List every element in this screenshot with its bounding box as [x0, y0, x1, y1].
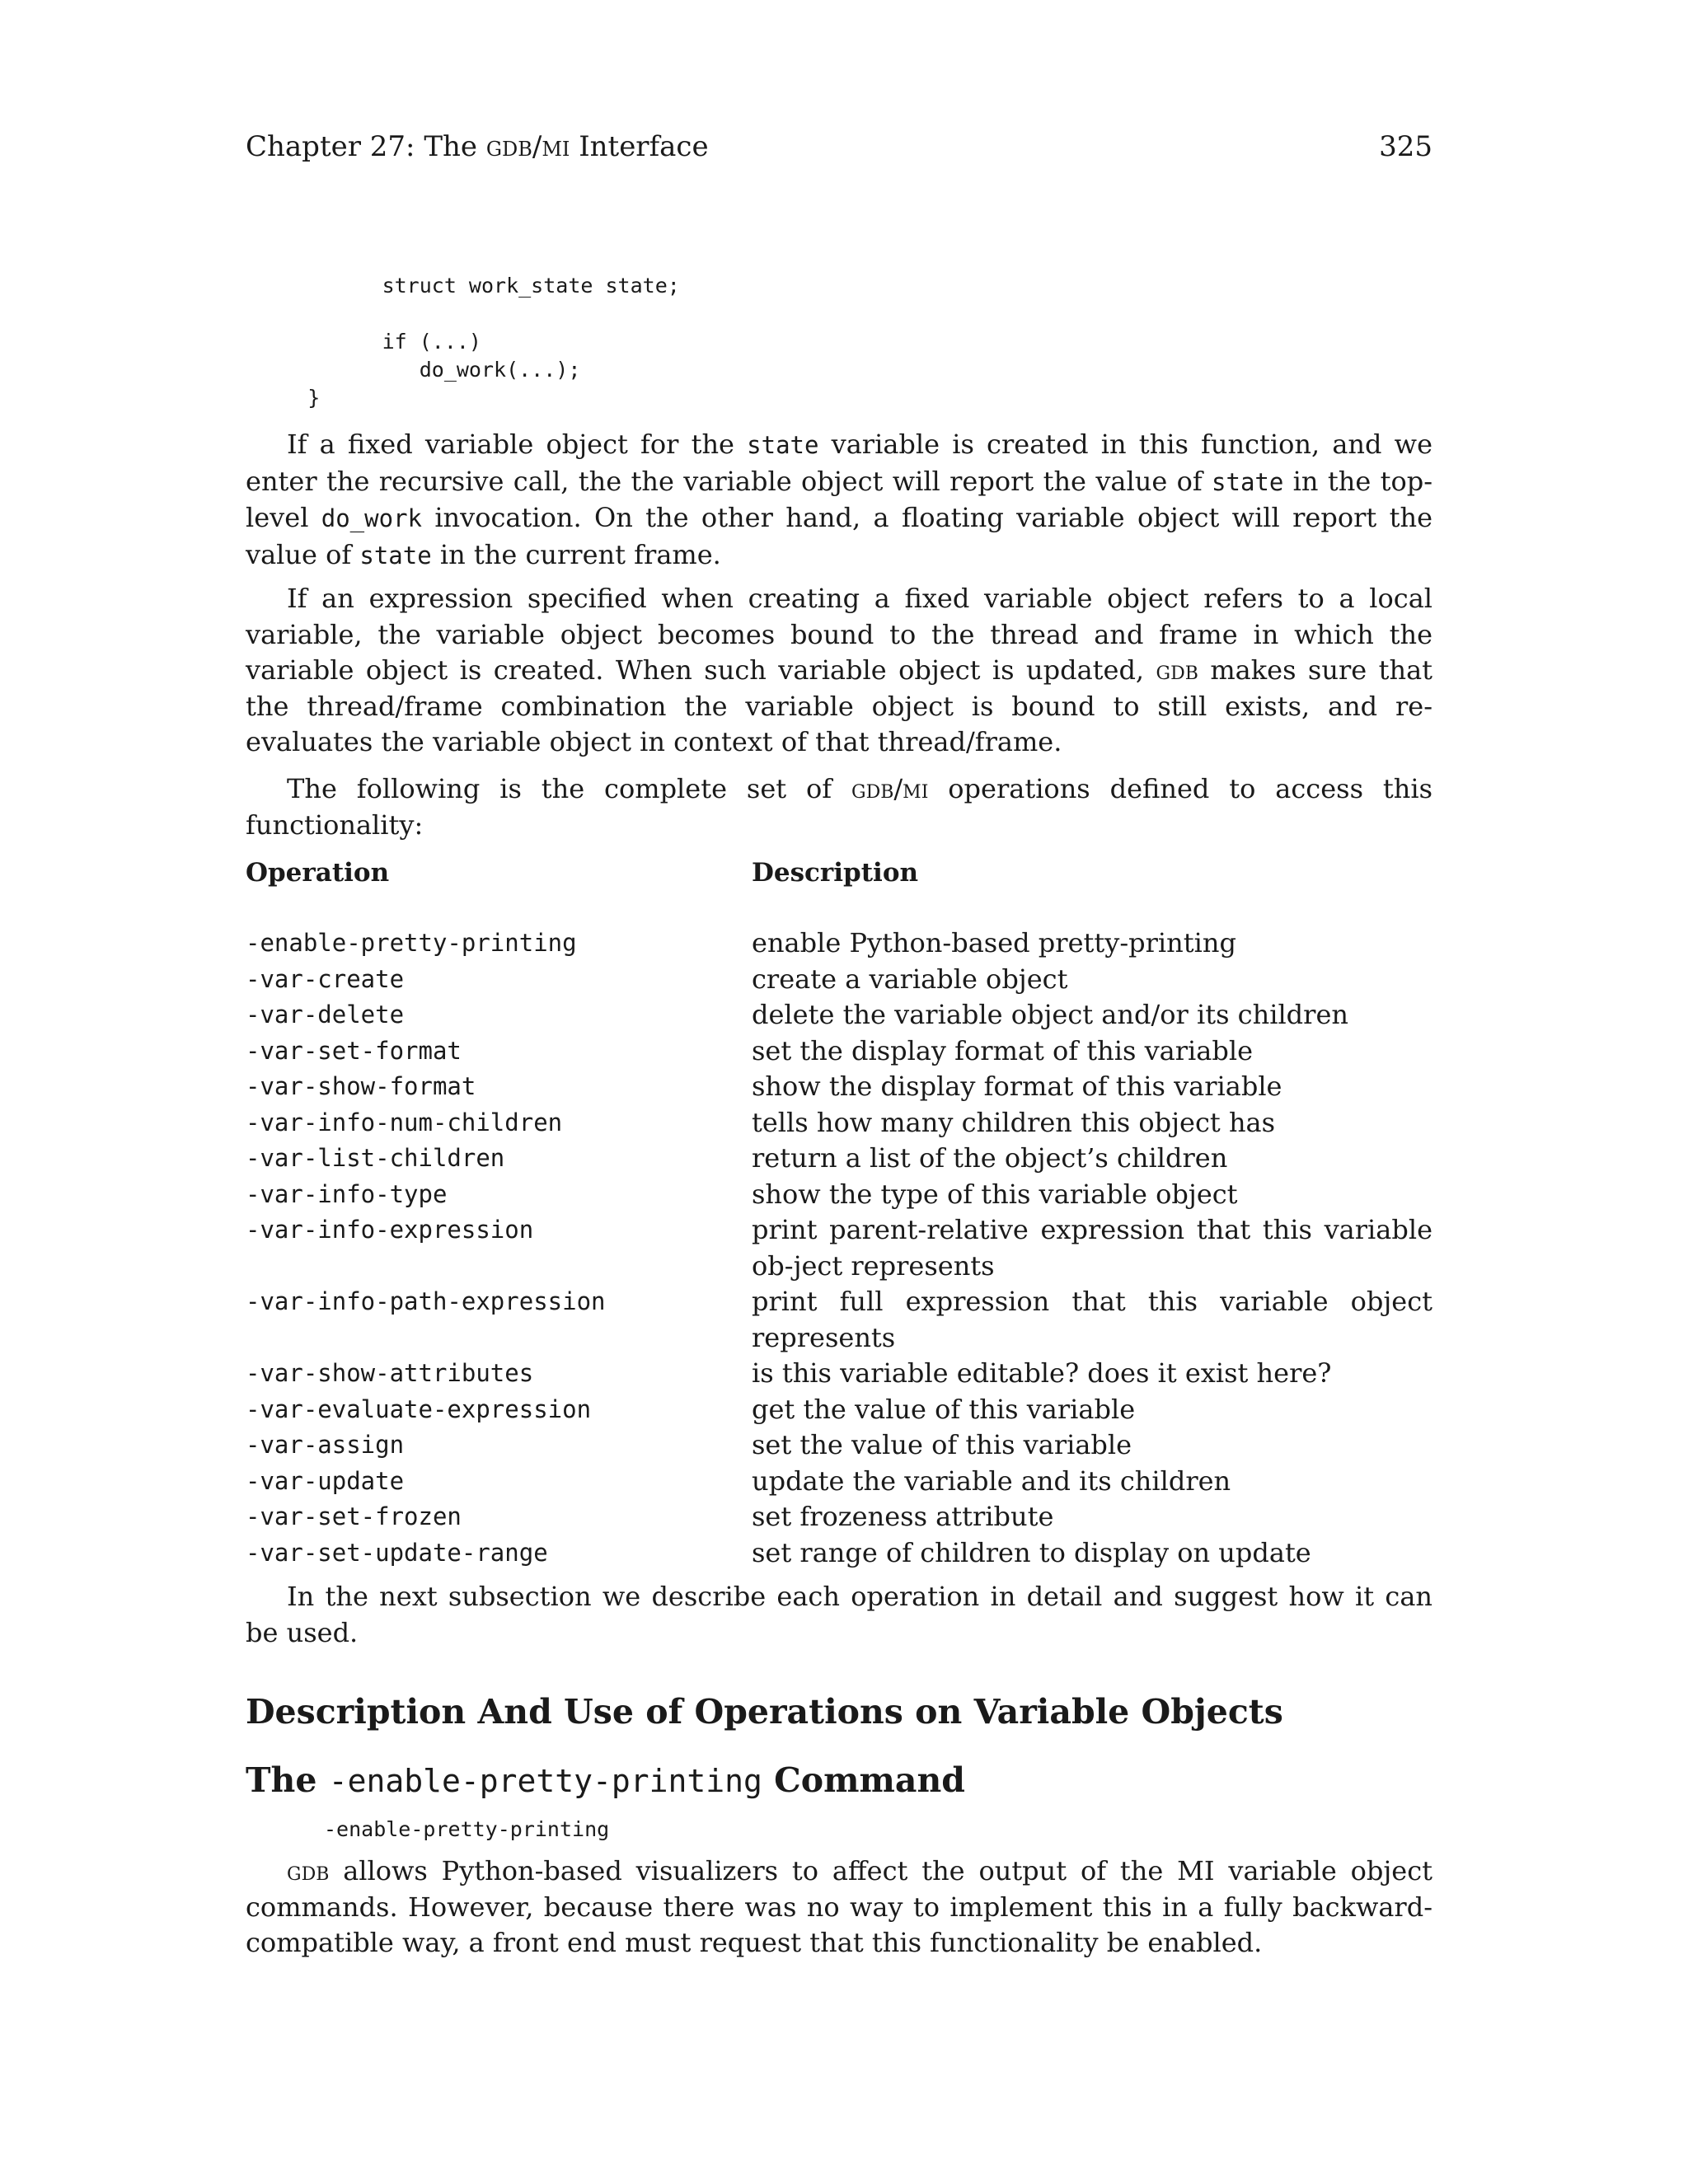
operation-name: -var-evaluate-expression	[246, 1394, 592, 1423]
inline-code: state	[359, 541, 432, 569]
running-header	[246, 130, 1432, 163]
code-example	[246, 272, 680, 412]
table-row	[246, 1177, 1432, 1213]
section-heading: Description And Use of Operations on Variable Objects	[246, 1692, 1283, 1732]
subsection-heading: The -enable-pretty-printing Command	[246, 1760, 965, 1800]
operation-description: show the display format of this variable	[752, 1071, 1282, 1102]
operations-table	[246, 926, 1432, 1571]
table-row	[246, 1535, 1432, 1572]
operation-name: -var-set-frozen	[246, 1502, 462, 1530]
paragraph-operations-intro: The following is the complete set of gdb/mi operations defined to access this functionality:	[246, 773, 1433, 841]
inline-code: state	[1212, 467, 1284, 496]
operation-name: -var-info-type	[246, 1179, 448, 1208]
operation-name: -var-show-format	[246, 1072, 476, 1100]
operation-description: set range of children to display on update	[752, 1536, 1311, 1568]
gdb-smallcaps: gdb	[287, 1855, 330, 1886]
operation-description: tells how many children this object has	[752, 1106, 1276, 1138]
operation-description: set the display format of this variable	[752, 1034, 1254, 1066]
operation-name: -var-update	[246, 1466, 405, 1495]
code-line: struct work_state state;	[246, 274, 680, 298]
command-synopsis: -enable-pretty-printing	[324, 1817, 610, 1841]
table-row	[246, 962, 1432, 998]
operation-description: set frozeness attribute	[752, 1501, 1054, 1532]
operation-description: is this variable editable? does it exist here?	[752, 1357, 1332, 1389]
inline-code: do_work	[321, 504, 422, 532]
paragraph-fixed-variable: If a fixed variable object for the state variable is created in this function, and we enter the recursive call, the the variable object will report the value of state in the top-level do_work invocation. On the other hand, a floating variable object will report the value of state in the current frame.	[246, 429, 1433, 570]
table-row	[246, 1033, 1432, 1070]
code-line: if (...)	[246, 330, 481, 354]
inline-code: state	[747, 431, 819, 459]
page-number: 325	[1379, 130, 1432, 163]
operation-name: -var-show-attributes	[246, 1359, 534, 1387]
operation-name: -var-info-path-expression	[246, 1287, 606, 1315]
operation-description: update the variable and its children	[752, 1465, 1231, 1497]
table-row	[246, 1069, 1432, 1105]
operation-description: set the value of this variable	[752, 1429, 1132, 1460]
operation-description: show the type of this variable object	[752, 1178, 1238, 1210]
paragraph-bound-thread: If an expression specified when creating a fixed variable object refers to a local variable, the variable object becomes bound to the thread and frame in which the variable object is created. When such variable object is updated, gdb makes sure that the thread/frame combination the variable object is bound to still exists, and re-evaluates the variable object in context of that thread/frame.	[246, 583, 1433, 757]
gdb-smallcaps: gdb	[1156, 654, 1198, 686]
operation-name: -var-set-update-range	[246, 1538, 548, 1567]
paragraph-pretty-printing: gdb allows Python-based visualizers to affect the output of the MI variable object commands. However, because there was no way to implement this in a fully backward-compatible way, a front end must request that this functionality be enabled.	[246, 1855, 1432, 1958]
operation-description: return a list of the object’s children	[752, 1142, 1228, 1174]
operation-description: delete the variable object and/or its children	[752, 999, 1348, 1030]
operation-description: create a variable object	[752, 963, 1068, 995]
table-row	[246, 1464, 1432, 1500]
inline-code: -enable-pretty-printing	[328, 1763, 762, 1799]
operation-name: -var-create	[246, 964, 405, 993]
operation-name: -enable-pretty-printing	[246, 929, 577, 957]
table-row	[246, 997, 1432, 1033]
chapter-title: Chapter 27: The gdb/mi Interface	[246, 130, 709, 163]
operation-description: get the value of this variable	[752, 1393, 1136, 1425]
table-row	[246, 1105, 1432, 1141]
gdb-mi-smallcaps: gdb/mi	[485, 130, 570, 163]
operation-description: print parent-relative expression that this variable ob-ject represents	[752, 1214, 1432, 1282]
table-row	[246, 1356, 1432, 1392]
operation-name: -var-assign	[246, 1431, 405, 1459]
table-row	[246, 1284, 1432, 1356]
column-header-description: Description	[752, 858, 919, 888]
operation-name: -var-info-num-children	[246, 1108, 563, 1137]
operation-name: -var-delete	[246, 1001, 405, 1029]
table-row	[246, 1141, 1432, 1177]
operation-description: print full expression that this variable object represents	[752, 1286, 1432, 1353]
operation-name: -var-set-format	[246, 1036, 462, 1065]
paragraph-next-subsection: In the next subsection we describe each operation in detail and suggest how it can be used.	[246, 1581, 1432, 1648]
column-header-operation: Operation	[246, 858, 390, 888]
code-line: }	[246, 386, 321, 410]
gdb-mi-smallcaps: gdb/mi	[851, 773, 929, 804]
table-row	[246, 1392, 1432, 1428]
table-row	[246, 1212, 1432, 1284]
code-line: do_work(...);	[246, 358, 581, 382]
table-row	[246, 926, 1432, 962]
table-row	[246, 1499, 1432, 1535]
operation-name: -var-info-expression	[246, 1216, 534, 1244]
table-row	[246, 1427, 1432, 1464]
operation-description: enable Python-based pretty-printing	[752, 927, 1236, 958]
operation-name: -var-list-children	[246, 1144, 505, 1172]
